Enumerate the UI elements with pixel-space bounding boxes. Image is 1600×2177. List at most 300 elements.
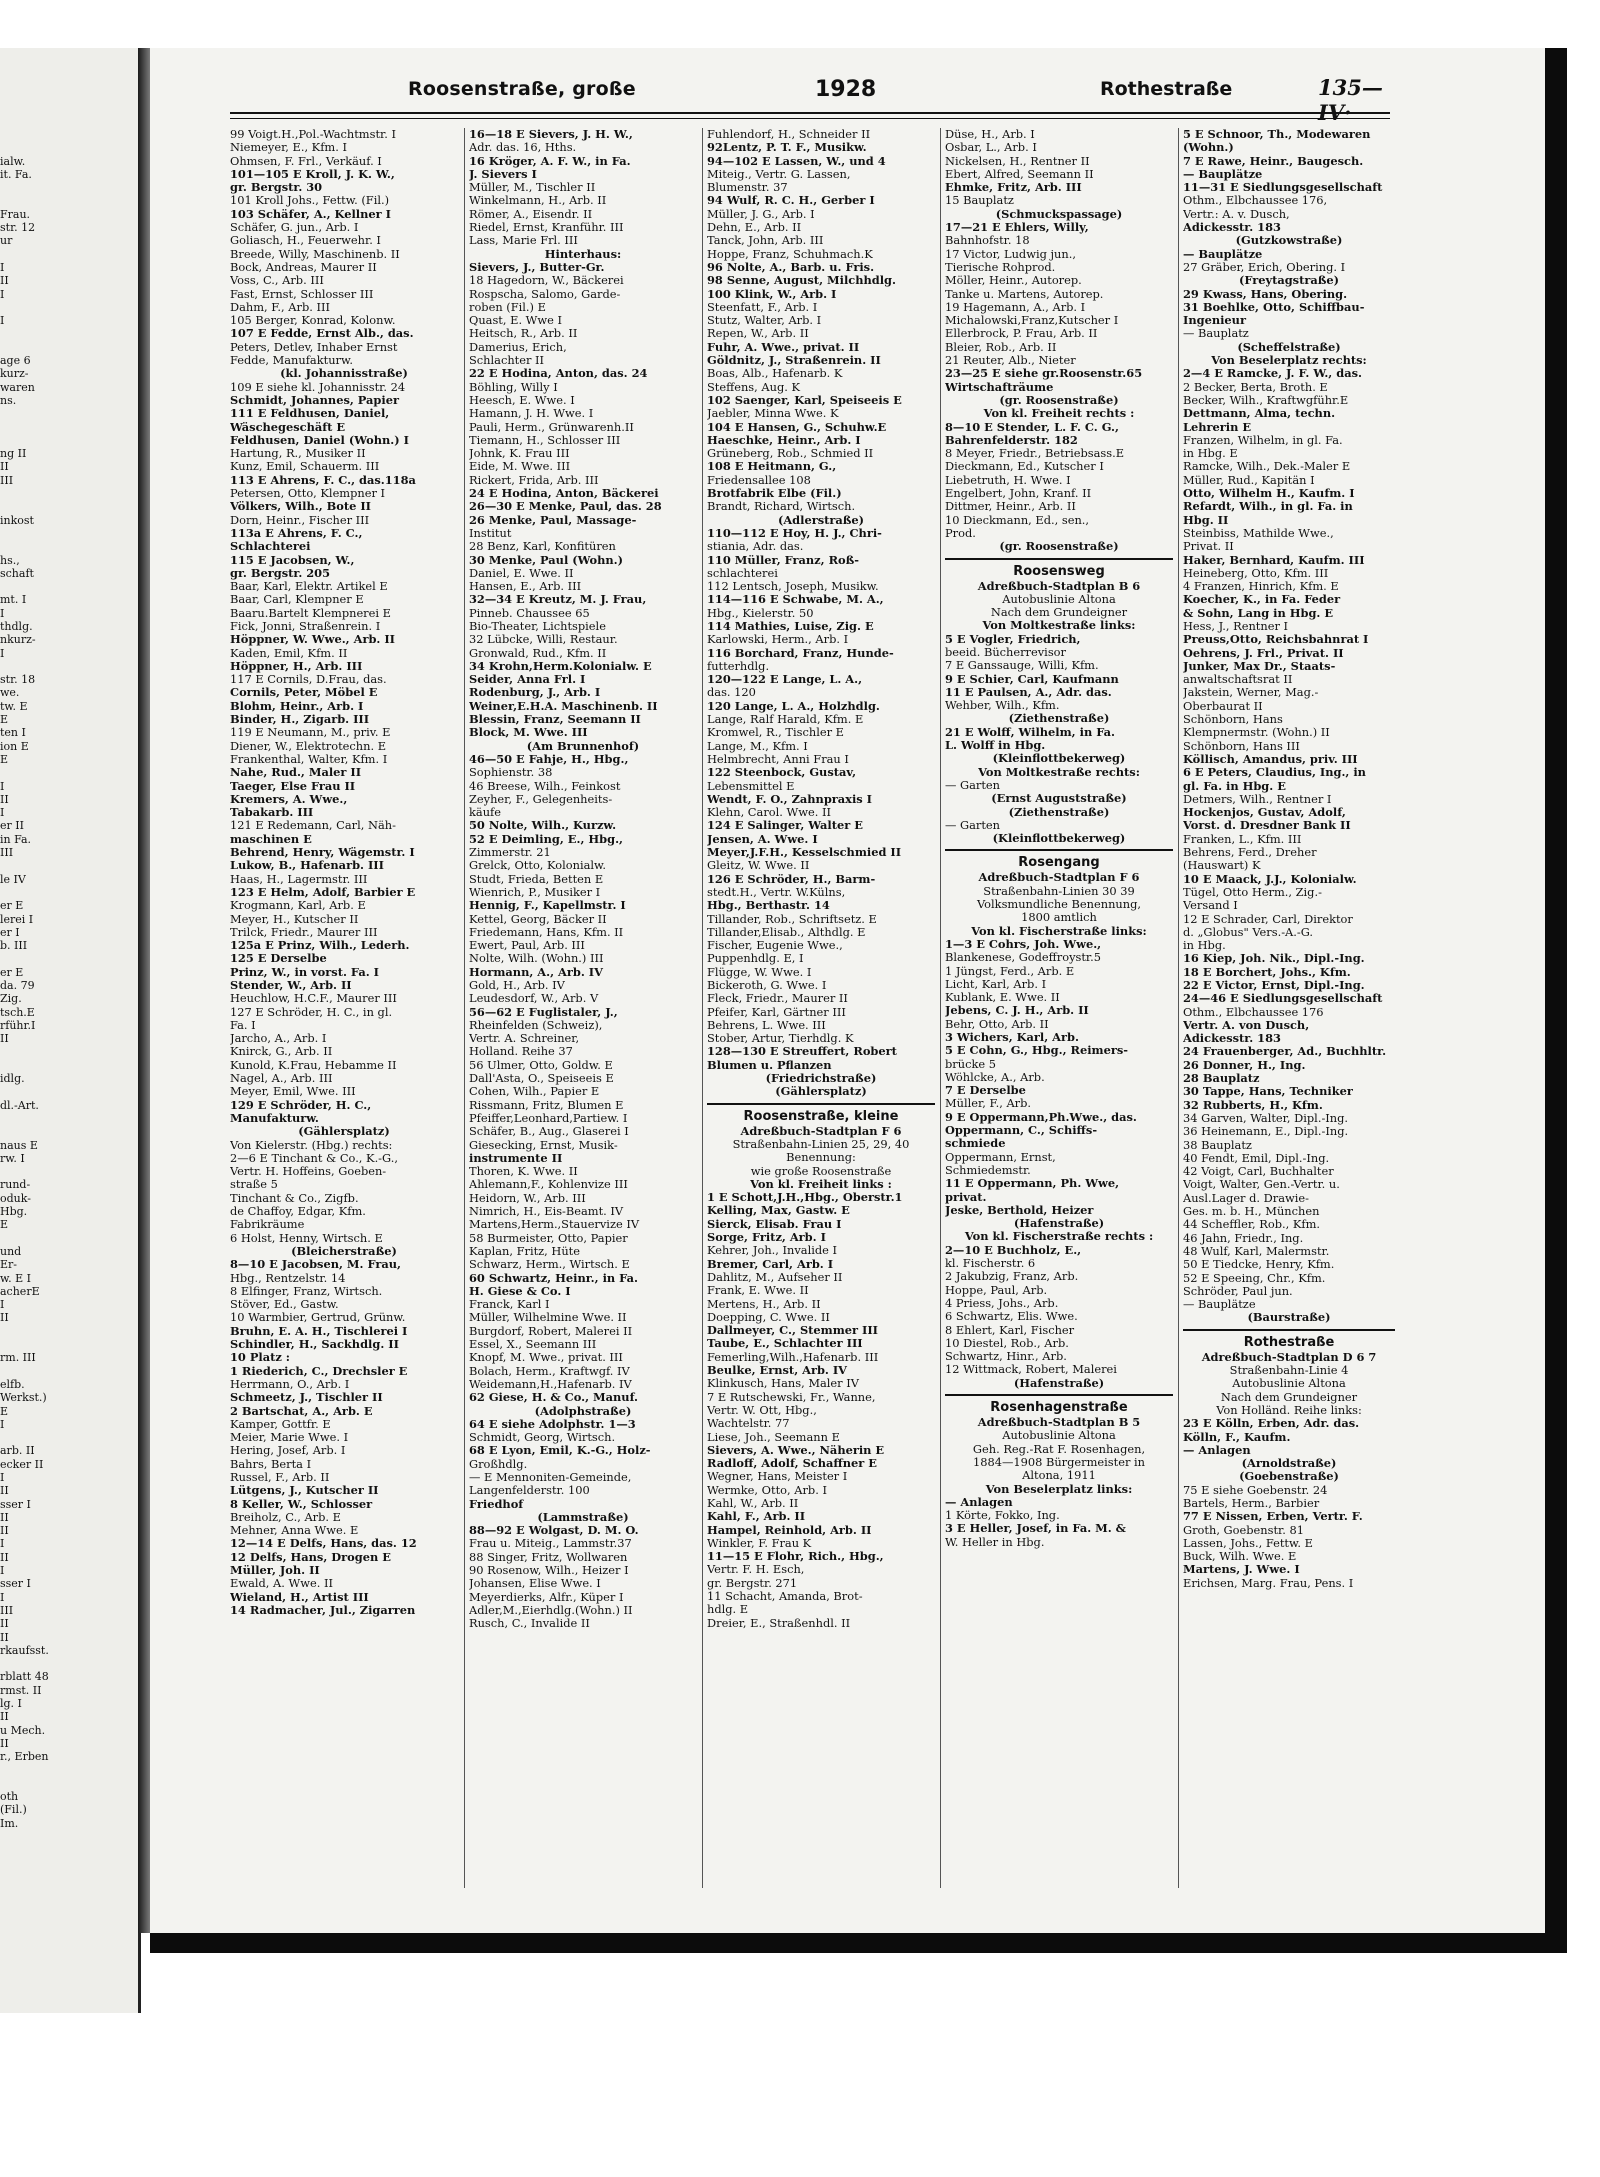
directory-entry: Zimmerstr. 21 [469,846,551,860]
directory-entry: gr. Bergstr. 205 [230,566,331,580]
directory-entry: Stender, W., Arb. II [230,979,352,992]
directory-entry: — Bauplätze [1183,1298,1256,1312]
cross-street-line: Straßenbahn-Linie 4 [1229,1364,1349,1378]
directory-entry: Rodenburg, J., Arb. I [469,686,601,700]
directory-entry: Bahnhofstr. 18 [945,234,1030,248]
directory-entry: 105 Berger, Konrad, Kolonw. [230,314,396,328]
directory-entry: Liebetruth, H. Wwe. I [945,473,1071,487]
directory-entry: Ehmke, Fritz, Arb. III [945,181,1082,195]
directory-entry: Hess, J., Rentner I [1183,619,1289,633]
directory-entry: Schröder, Paul jun. [1183,1284,1293,1298]
directory-entry: Wermke, Otto, Arb. I [707,1483,827,1497]
directory-entry: Koecher, K., in Fa. Feder [1183,593,1341,607]
directory-entry: Nolte, Wilh. (Wohn.) III [469,952,604,966]
directory-entry: Bio-Theater, Lichtspiele [469,619,606,633]
edge-text-fragment: sser I [0,1497,31,1511]
directory-entry: Langenfelderstr. 100 [469,1484,590,1498]
directory-entry: Cohen, Wilh., Papier E [469,1085,600,1099]
directory-entry: Hbg., Rentzelstr. 14 [230,1271,346,1285]
directory-entry: 112 Lentsch, Joseph, Musikw. [707,580,879,594]
running-header [230,70,1390,125]
edge-text-fragment: tw. E [0,699,28,713]
edge-text-fragment: II [0,1032,9,1046]
directory-entry: 12 E Schrader, Carl, Direktor [1183,912,1353,926]
directory-entry: 120—122 E Lange, L. A., [707,673,863,687]
directory-entry: Vorst. d. Dresdner Bank II [1183,819,1351,833]
directory-entry: roben (Fil.) E [469,300,546,314]
directory-entry: Burgdorf, Robert, Malerei II [469,1324,633,1338]
directory-entry: Meyer, H., Kutscher II [230,912,359,926]
edge-text-fragment: ten I [0,726,26,740]
directory-entry: — Anlagen [945,1495,1013,1509]
edge-text-fragment [0,301,138,314]
directory-entry: Wirtschafträume [945,380,1054,394]
cross-street-line: Altona, 1911 [1022,1469,1096,1483]
directory-entry: Jebens, C. J. H., Arb. II [945,1004,1089,1018]
edge-text-fragment: I [0,1298,5,1312]
directory-entry: 50 Nolte, Wilh., Kurzw. [469,819,617,833]
directory-entry: — Anlagen [1183,1443,1251,1457]
directory-entry: 127 E Schröder, H. C., in gl. [230,1005,393,1019]
edge-text-fragment: le IV [0,872,26,886]
directory-entry: Radloff, Adolf, Schaffner E [707,1457,877,1471]
directory-entry: Karlowski, Herm., Arb. I [707,633,849,647]
directory-entry: Wachtelstr. 77 [707,1417,790,1431]
directory-entry: Zeyher, F., Gelegenheits- [469,792,613,806]
directory-entry: Kehrer, Joh., Invalide I [707,1244,838,1258]
directory-entry: 56—62 E Fuglistaler, J., [469,1005,618,1019]
directory-entry: 11 Schacht, Amanda, Brot- [707,1590,863,1604]
edge-text-fragment: I [0,1417,5,1431]
directory-entry: hdlg. E [707,1603,749,1617]
directory-entry: Wäschegeschäft E [230,420,346,434]
directory-entry: 125a E Prinz, Wilh., Lederh. [230,939,410,953]
edge-text-fragment: u Mech. [0,1723,46,1737]
directory-entry: 32 Lübcke, Willi, Restaur. [469,633,618,647]
header-year: 1928 [815,77,877,102]
directory-entry: 19 Hagemann, A., Arb. I [945,300,1086,314]
directory-entry: 34 Krohn,Herm.Kolonialw. E [469,659,652,673]
directory-entry: Eide, M. Wwe. III [469,460,571,474]
edge-text-fragment: age 6 [0,354,31,368]
directory-entry: Voss, C., Arb. III [230,274,324,288]
directory-entry: Sievers, J., Butter-Gr. [469,260,605,274]
directory-entry: Behr, Otto, Arb. II [945,1017,1049,1031]
directory-entry: 29 Kwass, Hans, Obering. [1183,287,1348,301]
edge-text-fragment: idlg. [0,1072,25,1086]
directory-entry: 123 E Helm, Adolf, Barbier E [230,885,416,899]
edge-text-fragment: II [0,1311,9,1325]
directory-entry: Liese, Joh., Seemann E [707,1430,840,1444]
edge-text-fragment: II [0,274,9,288]
directory-entry: Fuhlendorf, H., Schneider II [707,128,871,141]
directory-entry: 120 Lange, L. A., Holzhdlg. [707,699,880,713]
directory-entry: 104 E Hansen, G., Schuhw.E [707,420,887,434]
edge-text-fragment: rführ.I [0,1018,36,1032]
directory-entry: — Garten [945,818,1001,832]
directory-entry: das. 120 [707,686,756,700]
directory-entry: 21 E Wolff, Wilhelm, in Fa. [945,725,1116,739]
edge-text-fragment [0,500,138,513]
directory-entry: 94—102 E Lassen, W., und 4 [707,154,886,168]
edge-text-fragment: E [0,1404,9,1418]
directory-entry: d. „Globus" Vers.-A.-G. [1183,925,1314,939]
cross-street-line: (Hafenstraße) [1013,1217,1105,1231]
directory-entry: Damerius, Erich, [469,340,567,354]
directory-entry: straße 5 [230,1178,278,1192]
directory-entry: Wöhlcke, A., Arb. [945,1070,1045,1084]
edge-text-fragment: inkost [0,513,34,527]
directory-entry: Bolach, Herm., Kraftwgf. IV [469,1364,630,1378]
edge-text-fragment [0,434,138,447]
directory-entry: Oppermann, C., Schiffs- [945,1124,1098,1138]
directory-entry: 1 Jüngst, Ferd., Arb. E [945,964,1075,978]
directory-entry: Dehn, E., Arb. II [707,221,802,235]
cross-street-line: Hinterhaus: [544,247,622,261]
directory-entry: Friedhof [469,1497,524,1511]
directory-entry: Rospscha, Salomo, Garde- [469,287,621,301]
directory-entry: Nahe, Rud., Maler II [230,766,362,780]
directory-entry: Grelck, Otto, Kolonialw. [469,859,607,873]
directory-entry: Dreier, E., Straßenhdl. II [707,1616,851,1630]
directory-entry: Römer, A., Eisendr. II [469,207,593,221]
directory-entry: Kaden, Emil, Kfm. II [230,646,348,660]
directory-entry: Fast, Ernst, Schlosser III [230,287,374,301]
directory-entry: Kamper, Gottfr. E [230,1417,331,1431]
directory-entry: Feldhusen, Daniel (Wohn.) I [230,433,409,447]
directory-entry: Frau u. Miteig., Lammstr.37 [469,1537,632,1551]
directory-entry: in Hbg. [1183,939,1226,953]
directory-entry: Dieckmann, Ed., Kutscher I [945,460,1104,474]
directory-entry: Fedde, Manufakturw. [230,354,353,368]
edge-text-fragment: Zig. [0,992,22,1006]
directory-entry: beeid. Bücherrevisor [945,645,1066,659]
edge-text-fragment: hs., [0,553,20,567]
directory-entry: Dahlitz, M., Aufseher II [707,1270,843,1284]
edge-text-fragment: ecker II [0,1457,44,1471]
directory-entry: Großhdlg. [469,1457,528,1471]
directory-entry: schlachterei [707,566,778,580]
directory-entry: L. Wolff in Hbg. [945,739,1046,753]
edge-text-fragment: in Fa. [0,832,32,846]
cross-street-line: (Goebenstraße) [1239,1470,1339,1484]
directory-entry: Puppenhdlg. E, I [707,952,804,966]
directory-entry: Lehrerin E [1183,420,1252,434]
directory-entry: Weidemann,H.,Hafenarb. IV [469,1377,632,1391]
directory-entry: W. Heller in Hbg. [945,1535,1045,1549]
edge-text-fragment [0,1232,138,1245]
directory-entry: Schindler, H., Sackhdlg. II [230,1338,399,1352]
directory-entry: 8 Keller, W., Schlosser [230,1497,373,1511]
directory-entry: 11 E Oppermann, Ph. Wwe, [945,1177,1120,1191]
directory-entry: Diener, W., Elektrotechn. E [230,739,387,753]
directory-entry: 56 Ulmer, Otto, Goldw. E [469,1058,613,1072]
edge-text-fragment [0,1431,138,1444]
directory-entry: Schwarz, Herm., Wirtsch. E [469,1258,630,1272]
edge-text-fragment: E [0,1218,9,1232]
cross-street-line: (Gählersplatz) [775,1085,867,1099]
directory-entry: Behrens, Ferd., Dreher [1183,846,1317,860]
directory-entry: Franck, Karl I [469,1298,550,1312]
edge-text-fragment [0,1085,138,1098]
edge-text-fragment: lerei I [0,912,34,926]
directory-entry: Kublank, E. Wwe. II [945,991,1060,1005]
cross-street-line: (Gutzkowstraße) [1235,234,1343,248]
directory-entry: Frankenthal, Walter, Kfm. I [230,752,388,766]
directory-entry: Giesecking, Ernst, Musik- [469,1138,618,1152]
directory-entry: 5 E Schnoor, Th., Modewaren [1183,128,1371,141]
directory-entry: 125 E Derselbe [230,952,327,966]
directory-entry: Hennig, F., Kapellmstr. I [469,899,626,913]
cross-street-line: (Ziethenstraße) [1008,805,1110,819]
directory-entry: 52 E Speeing, Chr., Kfm. [1183,1271,1326,1285]
directory-entry: Adr. das. 16, Hths. [469,141,577,155]
cross-street-line: (Hafenstraße) [1013,1376,1105,1390]
directory-entry: Ohmsen, F. Frl., Verkäuf. I [230,154,382,168]
directory-entry: 119 E Neumann, M., priv. E [230,726,391,740]
directory-entry: 46 Breese, Wilh., Feinkost [469,779,621,793]
cross-street-line: Volksmundliche Benennung, [976,898,1141,912]
directory-entry: (Hauswart) K [1183,859,1261,873]
edge-text-fragment [0,327,138,340]
directory-entry: Möller, Heinr., Autorep. [945,274,1082,288]
directory-entry: Martens,Herm.,Stauervize IV [469,1218,640,1232]
directory-entry: Kelling, Max, Gastw. E [707,1204,850,1218]
directory-entry: 28 Benz, Karl, Konfitüren [469,540,616,554]
directory-entry: Bremer, Carl, Arb. I [707,1257,834,1271]
directory-entry: 21 Reuter, Alb., Nieter [945,354,1076,368]
directory-entry: Flügge, W. Wwe. I [707,965,812,979]
cross-street-line: (gr. Roosenstraße) [999,393,1119,407]
directory-entry: Adickesstr. 183 [1183,221,1281,235]
directory-entry: Jeske, Berthold, Heizer [945,1203,1094,1217]
directory-entry: 5 E Cohn, G., Hbg., Reimers- [945,1044,1128,1058]
edge-text-fragment: II [0,460,9,474]
edge-text-fragment [0,886,138,899]
directory-entry: Michalowski,Franz,Kutscher I [945,314,1119,328]
directory-entry: Wendt, F. O., Zahnpraxis I [707,792,873,806]
directory-entry: Voigt, Walter, Gen.-Vertr. u. [1183,1178,1340,1192]
directory-entry: 12 Delfs, Hans, Drogen E [230,1550,391,1564]
directory-entry: in Hbg. E [1183,447,1238,461]
edge-text-fragment: acherE [0,1284,40,1298]
edge-text-fragment: II [0,1617,9,1631]
directory-entry: 8—10 E Jacobsen, M. Frau, [230,1258,401,1272]
directory-entry: — Bauplätze [1183,247,1263,261]
directory-entry: 88—92 E Wolgast, D. M. O. [469,1524,639,1538]
directory-entry: 5 E Vogler, Friedrich, [945,632,1081,646]
directory-entry: Othm., Elbchaussee 176, [1183,194,1328,208]
directory-entry: Mehner, Anna Wwe. E [230,1524,359,1538]
directory-entry: — Bauplatz [1183,327,1249,341]
directory-entry: Wegner, Hans, Meister I [707,1470,848,1484]
directory-entry: Hoppe, Paul, Arb. [945,1283,1048,1297]
directory-entry: 116 Borchard, Franz, Hunde- [707,646,894,660]
directory-entry: 110—112 E Hoy, H. J., Chri- [707,526,882,540]
edge-text-fragment: we. [0,686,20,700]
edge-text-fragment: er E [0,965,24,979]
directory-entry: 113a E Ahrens, F. C., [230,526,363,540]
directory-entry: 8 Elfinger, Franz, Wirtsch. [230,1284,383,1298]
directory-entry: 68 E Lyon, Emil, K.-G., Holz- [469,1444,651,1458]
edge-text-fragment [0,1325,138,1338]
edge-text-fragment: II [0,1710,9,1724]
edge-text-fragment: I [0,260,5,274]
directory-entry: 58 Burmeister, Otto, Papier [469,1231,628,1245]
directory-entry: 113 E Ahrens, F. C., das.118a [230,473,416,487]
directory-entry: Kettel, Georg, Bäcker II [469,912,607,926]
edge-text-fragment [0,421,138,434]
edge-text-fragment: II [0,1524,9,1538]
cross-street-line: Von kl. Freiheit links : [750,1177,892,1191]
directory-entry: Jensen, A. Wwe. I [707,832,818,846]
directory-entry: 96 Nolte, A., Barb. u. Fris. [707,260,875,274]
edge-text-fragment: III [0,473,14,487]
directory-entry: Rissmann, Fritz, Blumen E [469,1098,624,1112]
directory-entry: 15 Bauplatz [945,194,1014,208]
directory-entry: 114 Mathies, Luise, Zig. E [707,619,874,633]
directory-entry: Winkelmann, H., Arb. II [469,194,607,208]
directory-entry: Tinchant & Co., Zigfb. [230,1191,359,1205]
edge-text-fragment: ng II [0,447,27,461]
directory-entry: Engelbert, John, Kranf. II [945,487,1092,501]
directory-entry: Böhling, Willy I [469,380,558,394]
directory-entry: Oppermann, Ernst, [945,1150,1056,1164]
edge-text-fragment: ialw. [0,154,26,168]
directory-entry: Haeschke, Heinr., Arb. I [707,433,861,447]
directory-entry: 129 E Schröder, H. C., [230,1098,372,1112]
edge-text-fragment: dl.-Art. [0,1098,39,1112]
directory-entry: Holland. Reihe 37 [469,1045,573,1059]
directory-entry: Hbg. II [1183,513,1229,527]
edge-text-fragment [0,128,138,141]
directory-entry: 107 E Fedde, Ernst Alb., das. [230,327,414,341]
cross-street-line: Nach dem Grundeigner [1220,1390,1358,1404]
directory-entry: 111 E Feldhusen, Daniel, [230,407,390,421]
directory-entry: 101 Kroll Johs., Fettw. (Fil.) [230,194,390,208]
directory-entry: Hormann, A., Arb. IV [469,965,603,979]
directory-entry: Seider, Anna Frl. I [469,673,586,687]
directory-entry: 16—18 E Sievers, J. H. W., [469,128,633,141]
directory-entry: Herrmann, O., Arb. I [230,1377,350,1391]
directory-entry: Dallmeyer, C., Stemmer III [707,1324,878,1338]
edge-text-fragment [0,1125,138,1138]
directory-entry: Dorn, Heinr., Fischer III [230,513,370,527]
edge-text-fragment [0,194,138,207]
column-4 [940,128,1173,1888]
edge-text-fragment [0,766,138,779]
directory-entry: Dahm, F., Arb. III [230,300,330,314]
edge-text-fragment: nkurz- [0,633,36,647]
directory-entry: 98 Senne, August, Milchhdlg. [707,274,896,288]
directory-entry: 44 Scheffler, Rob., Kfm. [1183,1218,1321,1232]
directory-entry: Heitsch, R., Arb. II [469,327,578,341]
directory-entry: 27 Gräber, Erich, Obering. I [1183,260,1346,274]
directory-entry: Ingenieur [1183,314,1246,328]
directory-entry: Lass, Marie Frl. III [469,234,578,248]
directory-entry: Hampel, Reinhold, Arb. II [707,1523,872,1537]
directory-entry: Kaplan, Fritz, Hüte [469,1244,581,1258]
directory-entry: 16 Kiep, Joh. Nik., Dipl.-Ing. [1183,952,1365,966]
directory-entry: Düse, H., Arb. I [945,128,1035,141]
edge-text-fragment: w. E I [0,1271,31,1285]
directory-entry: 18 Hagedorn, W., Bäckerei [469,274,624,288]
directory-entry: Tabakarb. III [230,806,314,820]
directory-entry: Stutz, Walter, Arb. I [707,314,822,328]
directory-entry: Detmers, Wilh., Rentner I [1183,792,1332,806]
directory-entry: 124 E Salinger, Walter E [707,819,863,833]
cross-street-line: Geh. Reg.-Rat F. Rosenhagen, [972,1442,1146,1456]
edge-text-fragment [0,952,138,965]
edge-text-fragment: I [0,1537,5,1551]
directory-entry: Bock, Andreas, Maurer II [230,260,377,274]
directory-entry: Wieland, H., Artist III [230,1590,369,1604]
directory-entry: 7 E Derselbe [945,1084,1026,1098]
directory-entry: Breiholz, C., Arb. E [230,1510,341,1524]
directory-entry: 115 E Jacobsen, W., [230,553,355,567]
directory-entry: 6 E Peters, Claudius, Ing., in [1183,766,1366,780]
directory-entry: 12 Wittmack, Robert, Malerei [945,1363,1117,1377]
street-section-title: Rosengang [945,849,1173,871]
directory-entry: Ramcke, Wilh., Dek.-Maler E [1183,460,1351,474]
directory-entry: 46 Jahn, Friedr., Ing. [1183,1231,1304,1245]
directory-entry: anwaltschaftsrat II [1183,673,1293,687]
directory-entry: Pfeifer, Karl, Gärtner III [707,1005,846,1019]
cross-street-line: Von Beselerplatz rechts: [1211,354,1367,368]
directory-entry: Petersen, Otto, Klempner I [230,487,386,501]
cross-street-line: (gr. Roosenstraße) [999,540,1119,554]
directory-entry: J. Sievers I [469,167,537,181]
directory-entry: Müller, F., Arb. [945,1097,1032,1111]
directory-entry: Osbar, L., Arb. I [945,141,1037,155]
directory-entry: Quast, E. Wwe I [469,314,563,328]
directory-entry: 30 Tappe, Hans, Techniker [1183,1085,1353,1099]
directory-entry: Kunz, Emil, Schauerm. III [230,460,380,474]
directory-entry: Meyerdierks, Alfr., Küper I [469,1590,624,1604]
directory-entry: Brandt, Richard, Wirtsch. [707,500,856,514]
directory-entry: Schmiedemstr. [945,1163,1031,1177]
edge-text-fragment [0,660,138,673]
directory-entry: Kunold, K.Frau, Hebamme II [230,1058,397,1072]
directory-entry: Wienrich, P., Musiker I [469,885,601,899]
directory-entry: 103 Schäfer, A., Kellner I [230,207,391,221]
directory-entry: instrumente II [469,1151,563,1165]
directory-entry: 11 E Paulsen, A., Adr. das. [945,685,1112,699]
edge-text-fragment: II [0,1630,9,1644]
directory-entry: Müller, Rud., Kapitän I [1183,473,1315,487]
edge-text-fragment: I [0,287,5,301]
directory-entry: 4 Franzen, Hinrich, Kfm. E [1183,580,1339,594]
directory-entry: 11—31 E Siedlungsgesellschaft [1183,181,1383,195]
directory-entry: Femerling,Wilh.,Hafenarb. III [707,1350,879,1364]
directory-entry: Schlachterei [230,540,311,554]
directory-entry: 7 E Rawe, Heinr., Baugesch. [1183,154,1364,168]
edge-text-fragment [0,1059,138,1072]
cross-street-line: Autobuslinie Altona [1002,1429,1116,1443]
directory-entry: Franzen, Wilhelm, in gl. Fa. [1183,433,1343,447]
edge-text-fragment [0,1764,138,1777]
directory-entry: Trilck, Friedr., Maurer III [230,925,378,939]
directory-entry: Ausl.Lager d. Drawie- [1183,1191,1310,1205]
edge-text-fragment [0,1777,138,1790]
directory-entry: 30 Menke, Paul (Wohn.) [469,553,624,567]
edge-text-fragment [0,1045,138,1058]
directory-entry: Lange, Ralf Harald, Kfm. E [707,713,864,727]
edge-text-fragment: da. 79 [0,979,35,992]
directory-entry: Beulke, Ernst, Arb. IV [707,1364,848,1378]
column-3 [702,128,935,1888]
directory-entry: Bahrenfelderstr. 182 [945,433,1078,447]
